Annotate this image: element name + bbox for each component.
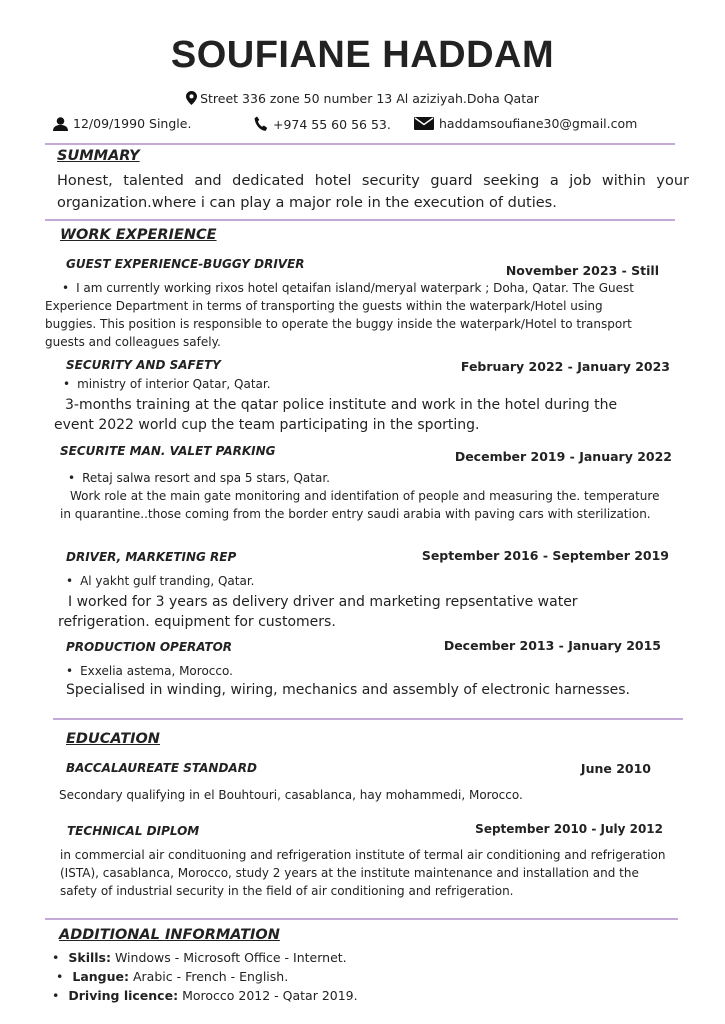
langue-label: Langue: [72, 969, 129, 984]
list-item [52, 986, 672, 1005]
birth-info [53, 116, 191, 131]
job-place-text: • I am currently working rixos hotel qetaifan island/meryal waterpark ; Doha, Qatar. The Guest [62, 281, 634, 295]
education-title: TECHNICAL DIPLOM [67, 824, 200, 838]
education-description: Secondary qualifying in el Bouhtouri, casablanca, hay mohammedi, Morocco. [59, 788, 523, 802]
education-date: June 2010 [580, 761, 651, 776]
additional-info-list [52, 948, 672, 1005]
job-place [63, 375, 271, 393]
phone-text: +974 55 60 56 53. [273, 116, 391, 132]
list-item [52, 948, 672, 967]
divider [53, 718, 683, 720]
job-place [68, 469, 330, 487]
job-place-text: • Al yakht gulf tranding, Qatar. [66, 574, 254, 588]
skills-label: Skills: [68, 950, 111, 965]
job-title: DRIVER, MARKETING REP [66, 550, 237, 564]
summary-text: Honest, talented and dedicated hotel security guard seeking a job within your organization.where i can play a major role in the execution of duties. [57, 173, 689, 211]
job-place-text: • ministry of interior Qatar, Qatar. [63, 377, 271, 391]
divider [45, 918, 678, 920]
work-experience-heading: WORK EXPERIENCE [60, 227, 217, 243]
job-description: Work role at the main gate monitoring and identifation of people and measuring the. temperature in quarantine..those coming from the border entry saudi arabia with paving cars with sterilization. [60, 489, 660, 521]
job-description: I worked for 3 years as delivery driver and marketing repsentative water refrigeration. equipment for customers. [58, 594, 578, 630]
job-description: Specialised in winding, wiring, mechanics and assembly of electronic harnesses. [66, 682, 630, 698]
job-description: Experience Department in terms of transporting the guests within the waterpark/Hotel using buggies. This position is responsible to operate the buggy inside the waterpark/Hotel to transport guests and colleagues safely. [45, 299, 632, 349]
job-date: February 2022 - January 2023 [460, 359, 670, 374]
job-title: SECURITE MAN. VALET PARKING [60, 444, 276, 458]
skills-value: Windows - Microsoft Office - Internet. [114, 950, 347, 965]
person-icon [53, 117, 68, 131]
address-text: Street 336 zone 50 number 13 Al aziziyah.Doha Qatar [200, 91, 539, 106]
job-title: PRODUCTION OPERATOR [66, 640, 233, 654]
email-info [414, 116, 637, 131]
job-date: September 2016 - September 2019 [421, 548, 669, 563]
additional-info-heading: ADDITIONAL INFORMATION [59, 927, 280, 943]
phone-icon [254, 116, 268, 132]
job-title: GUEST EXPERIENCE-BUGGY DRIVER [66, 257, 305, 271]
job-date: December 2019 - January 2022 [454, 449, 672, 464]
location-pin-icon [186, 91, 197, 105]
job-place-text: • Exxelia astema, Morocco. [66, 664, 233, 678]
address-line [0, 91, 725, 106]
phone-info [254, 116, 391, 132]
langue-value: Arabic - French - English. [132, 969, 289, 984]
education-heading: EDUCATION [66, 731, 160, 747]
job-date: December 2013 - January 2015 [443, 638, 661, 653]
job-place [62, 279, 682, 297]
envelope-icon [414, 117, 434, 130]
birth-text: 12/09/1990 Single. [73, 116, 192, 131]
divider [45, 219, 675, 221]
education-description: in commercial air condituoning and refrigeration institute of termal air conditioning and refrigeration (ISTA), casablanca, Morocco, study 2 years at the institute maintenance and installation and the safety of industrial security in the field of air conditioning and refrigeration. [60, 848, 666, 898]
education-date: September 2010 - July 2012 [475, 822, 663, 836]
job-description: 3-months training at the qatar police institute and work in the hotel during the event 2022 world cup the team participating in the sporting. [54, 397, 618, 433]
email-text: haddamsoufiane30@gmail.com [439, 116, 638, 131]
education-title: BACCALAUREATE STANDARD [66, 761, 257, 775]
job-place [66, 572, 254, 590]
driving-licence-value: Morocco 2012 - Qatar 2019. [182, 988, 358, 1003]
divider [45, 143, 675, 145]
candidate-name: SOUFIANE HADDAM [170, 34, 555, 76]
job-place-text: • Retaj salwa resort and spa 5 stars, Qatar. [68, 471, 330, 485]
driving-licence-label: Driving licence: [68, 988, 179, 1003]
list-item [52, 967, 672, 986]
summary-heading: SUMMARY [57, 148, 140, 164]
job-place [66, 662, 233, 680]
job-title: SECURITY AND SAFETY [66, 358, 221, 372]
job-date: November 2023 - Still [505, 263, 659, 278]
